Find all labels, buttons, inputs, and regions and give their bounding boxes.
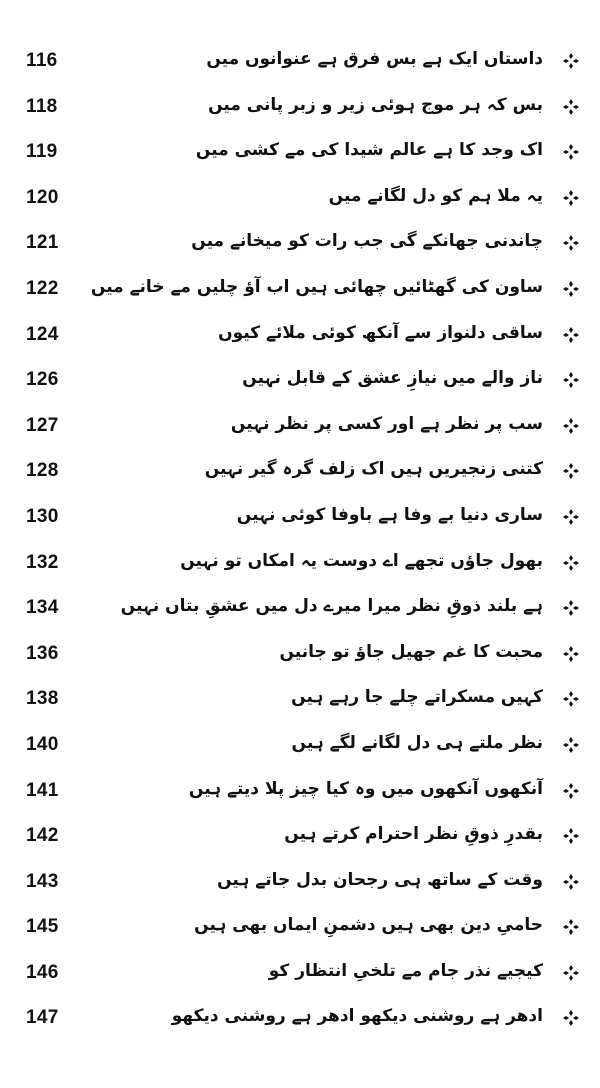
toc-entry: [0, 90, 600, 136]
entry-title: محبت کا غم جھیل جاؤ تو جانیں: [279, 641, 543, 662]
toc-entry: [0, 272, 600, 318]
page-number: 146: [26, 961, 59, 983]
toc-entry: [0, 956, 600, 1002]
page-number: 132: [26, 551, 59, 573]
page-number: 147: [26, 1007, 59, 1029]
table-of-contents: [0, 44, 600, 1047]
four-diamond-bullet-icon: [562, 690, 580, 708]
page-number: 140: [26, 733, 59, 755]
page-number: 130: [26, 505, 59, 527]
page-number: 143: [26, 870, 59, 892]
toc-entry: [0, 318, 600, 364]
entry-title: وقت کے ساتھ ہی رجحان بدل جاتے ہیں: [217, 869, 543, 890]
page-number: 141: [26, 779, 59, 801]
entry-title: بقدرِ ذوقِ نظر احترام کرتے ہیں: [284, 824, 543, 845]
four-diamond-bullet-icon: [562, 873, 580, 891]
four-diamond-bullet-icon: [562, 280, 580, 298]
toc-entry: [0, 865, 600, 911]
entry-title: چاندنی جھانکے گی جب رات کو میخانے میں: [191, 231, 543, 252]
four-diamond-bullet-icon: [562, 554, 580, 572]
four-diamond-bullet-icon: [562, 326, 580, 344]
four-diamond-bullet-icon: [562, 782, 580, 800]
entry-title: ہے بلند ذوقِ نظر میرا میرے دل میں عشقِ بتاں نہیں: [120, 596, 543, 617]
entry-title: آنکھوں آنکھوں میں وہ کیا چیز پلا دیتے ہیں: [188, 778, 543, 799]
four-diamond-bullet-icon: [562, 736, 580, 754]
page-number: 145: [26, 916, 59, 938]
toc-entry: [0, 181, 600, 227]
entry-title: ناز والے میں نیازِ عشق کے قابل نہیں: [242, 368, 543, 389]
page-number: 121: [26, 232, 59, 254]
entry-title: ساری دنیا بے وفا ہے باوفا کوئی نہیں: [236, 504, 543, 525]
page-number: 127: [26, 414, 59, 436]
four-diamond-bullet-icon: [562, 599, 580, 617]
page-number: 134: [26, 597, 59, 619]
page-number: 136: [26, 642, 59, 664]
four-diamond-bullet-icon: [562, 143, 580, 161]
page-number: 138: [26, 688, 59, 710]
four-diamond-bullet-icon: [562, 462, 580, 480]
toc-entry: [0, 637, 600, 683]
entry-title: ساون کی گھٹائیں چھائی ہیں اب آؤ چلیں مے خانے میں: [90, 276, 543, 297]
toc-entry: [0, 409, 600, 455]
entry-title: سب پر نظر ہے اور کسی پر نظر نہیں: [230, 413, 543, 434]
four-diamond-bullet-icon: [562, 52, 580, 70]
toc-entry: [0, 728, 600, 774]
four-diamond-bullet-icon: [562, 417, 580, 435]
toc-entry: [0, 135, 600, 181]
four-diamond-bullet-icon: [562, 98, 580, 116]
entry-title: بھول جاؤں تجھے اے دوست یہ امکاں تو نہیں: [180, 550, 543, 571]
toc-entry: [0, 500, 600, 546]
entry-title: کیجیے نذر جام مے تلخیِ انتظار کو: [268, 960, 543, 981]
four-diamond-bullet-icon: [562, 371, 580, 389]
toc-entry: [0, 546, 600, 592]
toc-entry: [0, 682, 600, 728]
entry-title: کتنی زنجیریں ہیں اک زلف گرہ گیر نہیں: [204, 459, 543, 480]
page-number: 120: [26, 186, 59, 208]
page-number: 119: [26, 141, 58, 163]
entry-title: حامیِ دین بھی ہیں دشمنِ ایماں بھی ہیں: [194, 915, 543, 936]
toc-entry: [0, 363, 600, 409]
toc-entry: [0, 226, 600, 272]
toc-entry: [0, 454, 600, 500]
entry-title: یہ ملا ہم کو دل لگانے میں: [328, 185, 543, 206]
four-diamond-bullet-icon: [562, 508, 580, 526]
entry-title: نظر ملتے ہی دل لگانے لگے ہیں: [291, 732, 543, 753]
entry-title: ساقی دلنواز سے آنکھ کوئی ملائے کیوں: [218, 322, 543, 343]
entry-title: ادھر ہے روشنی دیکھو ادھر ہے روشنی دیکھو: [171, 1006, 543, 1027]
page-number: 122: [26, 277, 59, 299]
entry-title: بس کہ ہر موج ہوئی زیر و زبر پانی میں: [208, 94, 543, 115]
toc-entry: [0, 44, 600, 90]
toc-entry: [0, 910, 600, 956]
four-diamond-bullet-icon: [562, 964, 580, 982]
toc-entry: [0, 819, 600, 865]
page-number: 118: [26, 95, 58, 117]
four-diamond-bullet-icon: [562, 189, 580, 207]
four-diamond-bullet-icon: [562, 827, 580, 845]
toc-entry: [0, 591, 600, 637]
toc-entry: [0, 1001, 600, 1047]
four-diamond-bullet-icon: [562, 1009, 580, 1027]
page-number: 124: [26, 323, 59, 345]
four-diamond-bullet-icon: [562, 234, 580, 252]
page-number: 128: [26, 460, 59, 482]
page-number: 116: [26, 50, 58, 71]
page-number: 142: [26, 825, 59, 847]
four-diamond-bullet-icon: [562, 645, 580, 663]
entry-title: داستاں ایک ہے بس فرق ہے عنوانوں میں: [206, 49, 543, 69]
toc-entry: [0, 774, 600, 820]
entry-title: اک وجد کا ہے عالم شیدا کی مے کشی میں: [195, 140, 543, 161]
entry-title: کہیں مسکراتے چلے جا رہے ہیں: [291, 687, 543, 708]
four-diamond-bullet-icon: [562, 918, 580, 936]
page-number: 126: [26, 369, 59, 391]
